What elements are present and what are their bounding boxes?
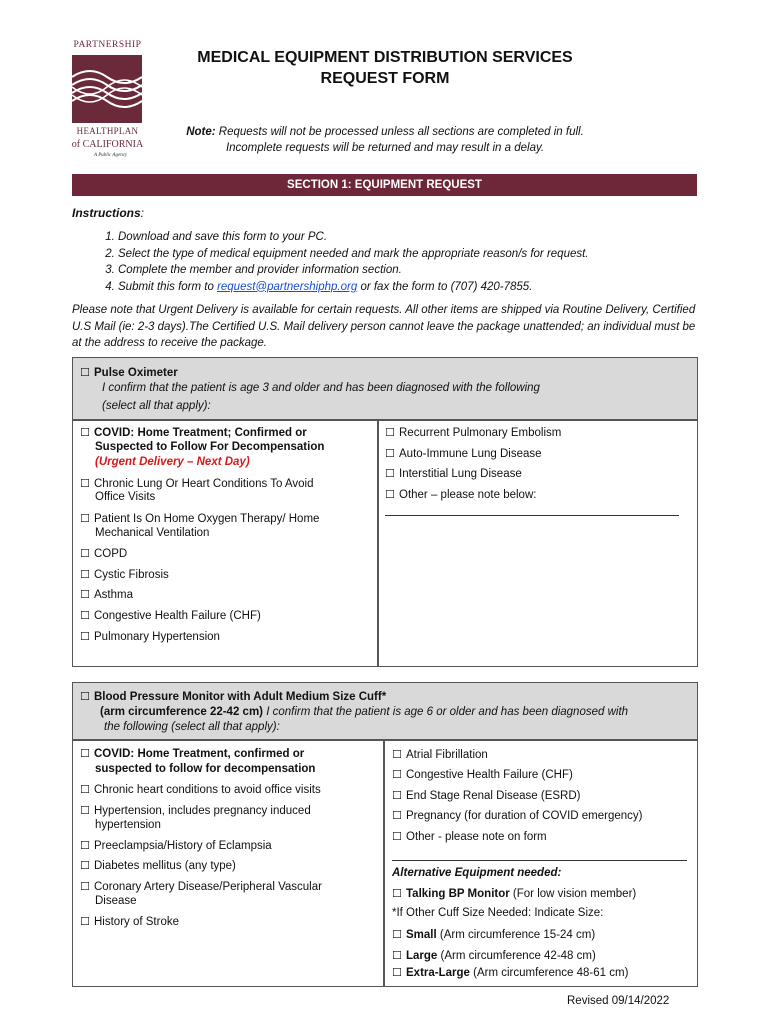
bp-small-option: ☐ Small (Arm circumference 15-24 cm) bbox=[392, 928, 596, 941]
section1-header: SECTION 1: EQUIPMENT REQUEST bbox=[72, 174, 697, 196]
pulse-copd-option: ☐ COPD bbox=[80, 547, 128, 560]
revision-date: Revised 09/14/2022 bbox=[567, 995, 670, 1007]
bp-chf-option: ☐ Congestive Health Failure (CHF) bbox=[392, 768, 573, 781]
note-label: Note: bbox=[186, 126, 216, 138]
instruction-step: 3. Complete the member and provider information section. bbox=[118, 262, 718, 279]
bp-afib-checkbox[interactable]: ☐ bbox=[392, 748, 402, 761]
bp-hyper-option: ☐ Hypertension, includes pregnancy induced bbox=[80, 804, 311, 817]
alt-equipment-heading: Alternative Equipment needed: bbox=[392, 867, 562, 879]
pulse-ph-option: ☐ Pulmonary Hypertension bbox=[80, 630, 220, 643]
form-title bbox=[160, 47, 610, 89]
pulse-oxygen-line2: Mechanical Ventilation bbox=[95, 527, 210, 539]
bp-covid-option: ☐ COVID: Home Treatment, confirmed or bbox=[80, 747, 305, 760]
pulse-chronic-option: ☐ Chronic Lung Or Heart Conditions To Avoid bbox=[80, 477, 314, 490]
pulse-chronic-line2: Office Visits bbox=[95, 491, 156, 503]
bp-covid-line2: suspected to follow for decompensation bbox=[95, 763, 316, 775]
bp-stroke-option: ☐ History of Stroke bbox=[80, 915, 179, 928]
request-email-link[interactable]: request@partnershiphp.org bbox=[217, 280, 358, 293]
logo-emblem bbox=[72, 55, 142, 123]
bp-pre-option: ☐ Preeclampsia/History of Eclampsia bbox=[80, 839, 272, 852]
instruction-step: 4. Submit this form to request@partnershiphp.org or fax the form to (707) 420-7855. bbox=[118, 279, 718, 296]
pulse-other-option: ☐ Other – please note below: bbox=[385, 488, 537, 501]
pulse-asthma-checkbox[interactable]: ☐ bbox=[80, 588, 90, 601]
instructions-heading: Instructions: bbox=[72, 206, 145, 220]
delivery-note: Please note that Urgent Delivery is available for certain requests. All other items are shipped via Routine Delivery, Certified U.S Mail (ie: 2-3 days).The Certified U.S. Mail delivery person cannot leave the package unattended; an individual must be at the address to receive the package. bbox=[72, 304, 696, 349]
pulse-rpe-checkbox[interactable]: ☐ bbox=[385, 426, 395, 439]
pulse-ild-checkbox[interactable]: ☐ bbox=[385, 467, 395, 480]
bp-small-checkbox[interactable]: ☐ bbox=[392, 928, 402, 941]
bp-cad-checkbox[interactable]: ☐ bbox=[80, 880, 90, 893]
pulse-asthma-option: ☐ Asthma bbox=[80, 588, 133, 601]
bp-preg-checkbox[interactable]: ☐ bbox=[392, 809, 402, 822]
pulse-oxygen-checkbox[interactable]: ☐ bbox=[80, 512, 90, 525]
pulse-confirm-line2: (select all that apply): bbox=[102, 400, 211, 412]
pulse-oximeter-title: ☐ Pulse Oximeter bbox=[80, 366, 178, 379]
pulse-ai-option: ☐ Auto-Immune Lung Disease bbox=[385, 447, 542, 460]
instruction-step: 2. Select the type of medical equipment needed and mark the appropriate reason/s for request. bbox=[118, 246, 718, 263]
pulse-copd-checkbox[interactable]: ☐ bbox=[80, 547, 90, 560]
bp-confirm-line1: (arm circumference 22-42 cm) I confirm that the patient is age 6 or older and has been diagnosed with bbox=[100, 706, 629, 718]
pulse-covid-line2: Suspected to Follow For Decompensation bbox=[95, 441, 325, 453]
bp-confirm-line2: the following (select all that apply): bbox=[104, 721, 280, 733]
logo-line2: of CALIFORNIA bbox=[71, 139, 144, 150]
bp-chf-checkbox[interactable]: ☐ bbox=[392, 768, 402, 781]
title-line1: MEDICAL EQUIPMENT DISTRIBUTION SERVICES bbox=[197, 49, 573, 66]
bp-monitor-title: ☐ Blood Pressure Monitor with Adult Medium Size Cuff* bbox=[80, 690, 387, 703]
pulse-oxygen-option: ☐ Patient Is On Home Oxygen Therapy/ Home bbox=[80, 512, 320, 525]
bp-diab-checkbox[interactable]: ☐ bbox=[80, 859, 90, 872]
logo-top-text: PARTNERSHIP bbox=[73, 40, 142, 50]
bp-talking-checkbox[interactable]: ☐ bbox=[392, 887, 402, 900]
pulse-covid-option: ☐ COVID: Home Treatment; Confirmed or bbox=[80, 426, 307, 439]
pulse-chf-checkbox[interactable]: ☐ bbox=[80, 609, 90, 622]
bp-other-option: ☐ Other - please note on form bbox=[392, 830, 547, 843]
note-text2: Incomplete requests will be returned and may result in a delay. bbox=[225, 142, 545, 154]
bp-afib-option: ☐ Atrial Fibrillation bbox=[392, 748, 488, 761]
bp-covid-checkbox[interactable]: ☐ bbox=[80, 747, 90, 760]
pulse-chf-option: ☐ Congestive Health Failure (CHF) bbox=[80, 609, 261, 622]
bp-chronic-checkbox[interactable]: ☐ bbox=[80, 783, 90, 796]
pulse-other-input-line[interactable] bbox=[385, 515, 679, 516]
logo-tagline: A Public Agency bbox=[94, 153, 128, 158]
bp-talking-option: ☐ Talking BP Monitor (For low vision member) bbox=[392, 887, 637, 900]
logo-line1: HEALTHPLAN bbox=[76, 126, 139, 136]
bp-chronic-option: ☐ Chronic heart conditions to avoid office visits bbox=[80, 783, 321, 796]
bp-hyper-checkbox[interactable]: ☐ bbox=[80, 804, 90, 817]
bp-large-checkbox[interactable]: ☐ bbox=[392, 949, 402, 962]
cuff-size-note: *If Other Cuff Size Needed: Indicate Size: bbox=[392, 907, 604, 919]
bp-cad-line2: Disease bbox=[95, 895, 137, 907]
bp-pre-checkbox[interactable]: ☐ bbox=[80, 839, 90, 852]
pulse-cf-checkbox[interactable]: ☐ bbox=[80, 568, 90, 581]
bp-esrd-checkbox[interactable]: ☐ bbox=[392, 789, 402, 802]
bp-hyper-line2: hypertension bbox=[95, 819, 161, 831]
pulse-ai-checkbox[interactable]: ☐ bbox=[385, 447, 395, 460]
bp-monitor-checkbox[interactable]: ☐ bbox=[80, 690, 90, 703]
bp-other-checkbox[interactable]: ☐ bbox=[392, 830, 402, 843]
bp-stroke-checkbox[interactable]: ☐ bbox=[80, 915, 90, 928]
pulse-oximeter-checkbox[interactable]: ☐ bbox=[80, 366, 90, 379]
pulse-confirm-line1: I confirm that the patient is age 3 and older and has been diagnosed with the following bbox=[102, 382, 540, 394]
bp-diab-option: ☐ Diabetes mellitus (any type) bbox=[80, 859, 236, 872]
bp-preg-option: ☐ Pregnancy (for duration of COVID emergency) bbox=[392, 809, 643, 822]
pulse-ild-option: ☐ Interstitial Lung Disease bbox=[385, 467, 522, 480]
bp-xl-option: ☐ Extra-Large (Arm circumference 48-61 cm) bbox=[392, 966, 629, 979]
pulse-covid-checkbox[interactable]: ☐ bbox=[80, 426, 90, 439]
instruction-step: 1. Download and save this form to your PC. bbox=[118, 229, 718, 246]
pulse-ph-checkbox[interactable]: ☐ bbox=[80, 630, 90, 643]
pulse-cf-option: ☐ Cystic Fibrosis bbox=[80, 568, 169, 581]
bp-other-input-line[interactable] bbox=[392, 860, 687, 861]
urgent-delivery-label: (Urgent Delivery – Next Day) bbox=[95, 456, 250, 468]
instructions-list bbox=[72, 229, 718, 295]
bp-esrd-option: ☐ End Stage Renal Disease (ESRD) bbox=[392, 789, 581, 802]
note-text1: Requests will not be processed unless all sections are completed in full. bbox=[215, 126, 584, 138]
pulse-rpe-option: ☐ Recurrent Pulmonary Embolism bbox=[385, 426, 562, 439]
form-note bbox=[150, 124, 620, 156]
bp-xl-checkbox[interactable]: ☐ bbox=[392, 966, 402, 979]
partnership-logo bbox=[70, 40, 145, 165]
pulse-chronic-checkbox[interactable]: ☐ bbox=[80, 477, 90, 490]
pulse-other-checkbox[interactable]: ☐ bbox=[385, 488, 395, 501]
bp-cad-option: ☐ Coronary Artery Disease/Peripheral Vascular bbox=[80, 880, 322, 893]
title-line2: REQUEST FORM bbox=[320, 70, 450, 87]
bp-large-option: ☐ Large (Arm circumference 42-48 cm) bbox=[392, 949, 596, 962]
